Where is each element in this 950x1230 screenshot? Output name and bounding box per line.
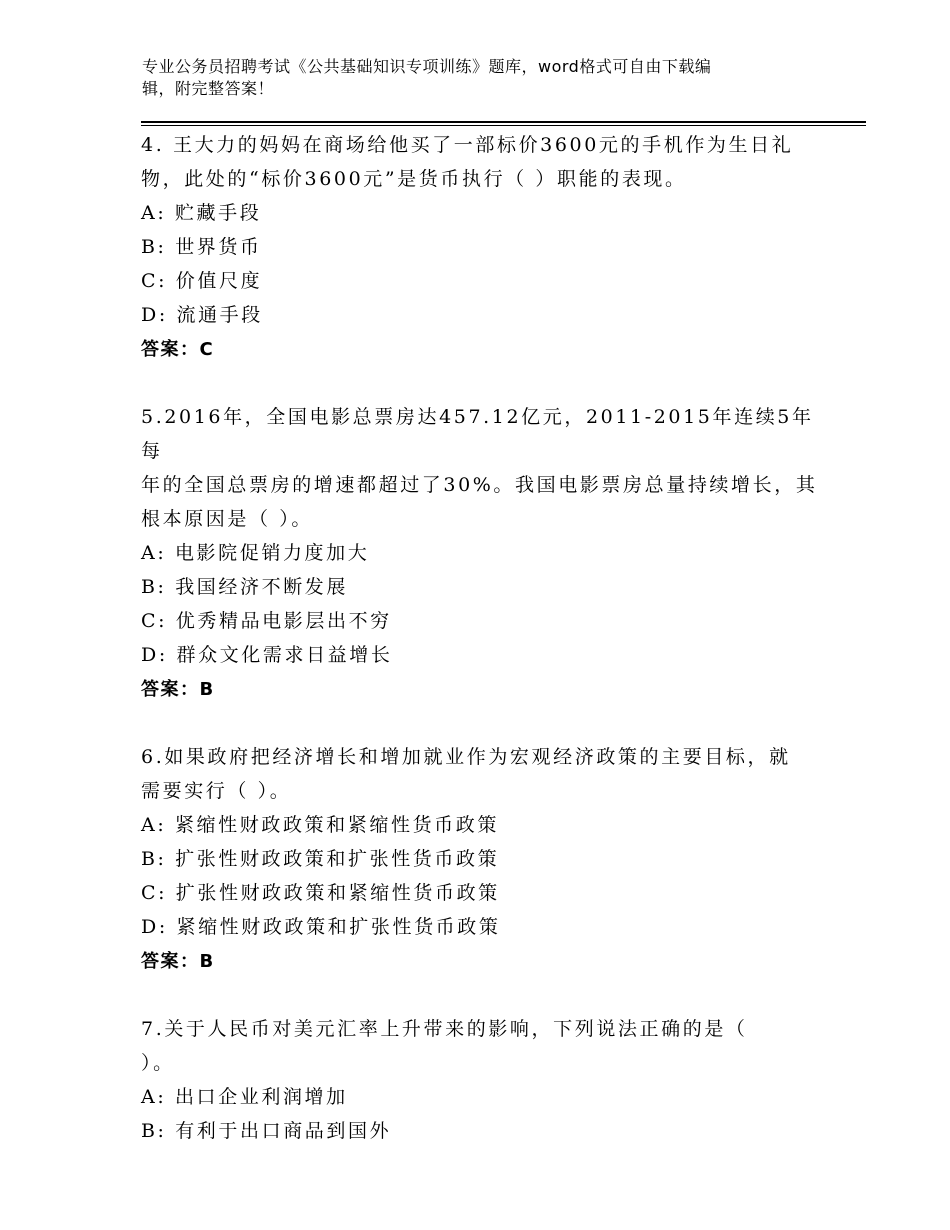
document-header xyxy=(142,56,822,100)
question-stem-line: 5.2016年，全国电影总票房达457.12亿元，2011-2015年连续5年每 xyxy=(141,406,814,462)
answer-label: 答案：B xyxy=(141,951,215,972)
option-c: C: 价值尺度 xyxy=(141,270,263,292)
question-stem-line: 4. 王大力的妈妈在商场给他买了一部标价3600元的手机作为生日礼 xyxy=(141,134,794,156)
question-stem-line: 6.如果政府把经济增长和增加就业作为宏观经济政策的主要目标，就 xyxy=(141,746,791,768)
question-5 xyxy=(141,400,831,708)
option-b: B: 世界货币 xyxy=(141,236,262,258)
spacer xyxy=(141,708,831,740)
option-b: B: 有利于出口商品到国外 xyxy=(141,1120,392,1142)
option-b: B: 扩张性财政政策和扩张性货币政策 xyxy=(141,848,500,870)
question-7 xyxy=(141,1012,831,1148)
header-line-2: 辑，附完整答案！ xyxy=(142,79,275,98)
question-stem-line: 根本原因是（ ）。 xyxy=(141,508,313,530)
option-a: A: 出口企业利润增加 xyxy=(141,1086,348,1108)
option-b: B: 我国经济不断发展 xyxy=(141,576,349,598)
option-a: A: 紧缩性财政政策和紧缩性货币政策 xyxy=(141,814,499,836)
question-stem-line: 7.关于人民币对美元汇率上升带来的影响，下列说法正确的是（ xyxy=(141,1018,748,1040)
option-c: C: 扩张性财政政策和紧缩性货币政策 xyxy=(141,882,500,904)
spacer xyxy=(141,980,831,1012)
option-d: D: 流通手段 xyxy=(141,304,263,326)
question-6 xyxy=(141,740,831,980)
option-a: A: 贮藏手段 xyxy=(141,202,262,224)
question-stem-line: 年的全国总票房的增速都超过了30%。我国电影票房总量持续增长，其 xyxy=(141,474,818,496)
header-rule-thin xyxy=(141,125,866,126)
header-rule-thick xyxy=(141,121,866,123)
answer-label: 答案：B xyxy=(141,679,215,700)
question-list xyxy=(141,128,831,1148)
option-a: A: 电影院促销力度加大 xyxy=(141,542,370,564)
option-d: D: 紧缩性财政政策和扩张性货币政策 xyxy=(141,916,501,938)
option-d: D: 群众文化需求日益增长 xyxy=(141,644,393,666)
question-stem-line: ）。 xyxy=(141,1052,175,1074)
question-stem-line: 物，此处的“标价3600元”是货币执行（ ）职能的表现。 xyxy=(141,168,687,190)
answer-label: 答案：C xyxy=(141,339,215,360)
question-stem-line: 需要实行（ ）。 xyxy=(141,780,292,802)
spacer xyxy=(141,368,831,400)
header-line-1: 专业公务员招聘考试《公共基础知识专项训练》题库，word格式可自由下载编 xyxy=(142,57,712,76)
option-c: C: 优秀精品电影层出不穷 xyxy=(141,610,392,632)
question-4 xyxy=(141,128,831,368)
